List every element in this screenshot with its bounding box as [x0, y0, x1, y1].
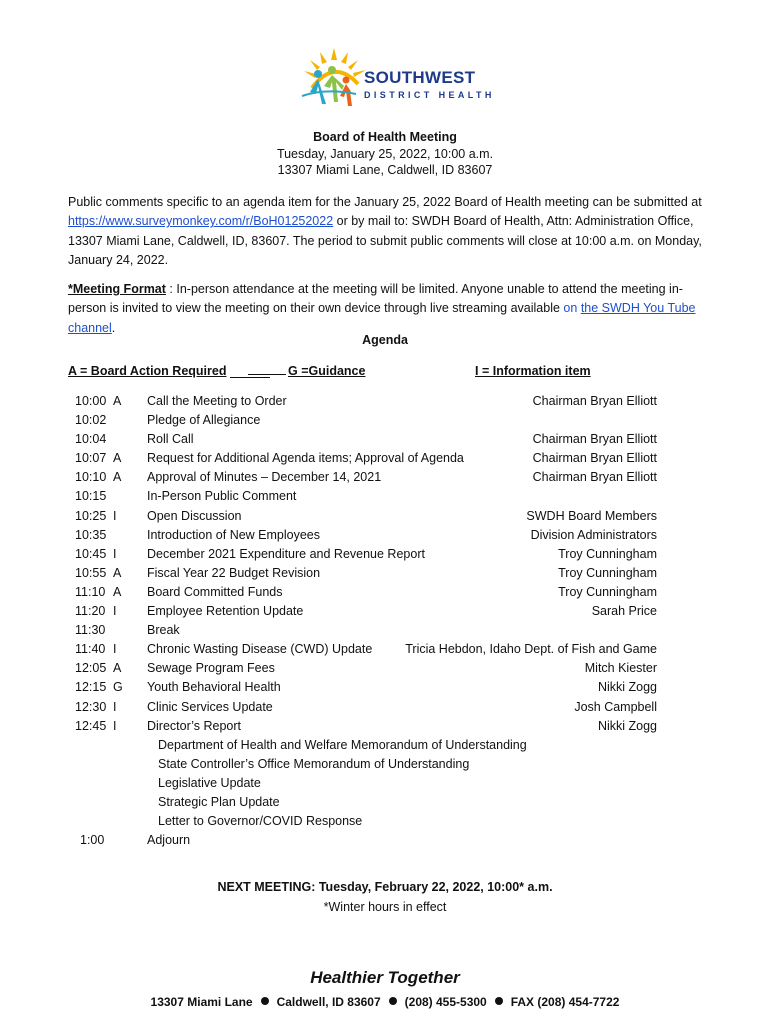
agenda-code: I — [113, 718, 117, 733]
legend-guidance-label: G =Guidance — [288, 364, 366, 378]
agenda-time: 11:40 — [75, 642, 106, 657]
agenda-item: Director’s Report — [147, 718, 242, 733]
agenda-time: 12:15 — [75, 680, 107, 695]
agenda-item: Pledge of Allegiance — [147, 413, 261, 428]
agenda-item: Youth Behavioral Health — [147, 680, 281, 695]
director-subitem-label: Letter to Governor/COVID Response — [158, 814, 363, 829]
next-meeting: NEXT MEETING: Tuesday, February 22, 2022, 10:00* a.m. — [217, 880, 553, 894]
meeting-format-end: . — [111, 320, 116, 335]
legend-action-label: A = Board Action Required — [68, 364, 227, 378]
agenda-code: A — [113, 451, 122, 466]
agenda-time: 12:30 — [75, 699, 107, 714]
director-subitem-label: Department of Health and Welfare Memorandum of Understanding — [158, 737, 527, 752]
agenda-code: I — [113, 642, 117, 657]
director-subitem-label: Legislative Update — [158, 775, 261, 790]
agenda-item: Approval of Minutes – December 14, 2021 — [147, 470, 382, 485]
agenda-presenter: Chairman Bryan Elliott — [532, 394, 657, 408]
agenda-presenter: Chairman Bryan Elliott — [532, 432, 657, 447]
agenda-item: Fiscal Year 22 Budget Revision — [147, 565, 321, 580]
agenda-code: A — [113, 565, 122, 580]
agenda-code: I — [113, 604, 117, 619]
director-subitem — [0, 814, 770, 833]
agenda-presenter: Nikki Zogg — [597, 718, 657, 733]
youtube-channel-link[interactable]: the SWDH You Tube channel — [68, 301, 696, 335]
agenda-row — [0, 642, 770, 661]
adjourn-row — [0, 833, 770, 852]
agenda-row — [0, 547, 770, 566]
agenda-code: A — [113, 470, 122, 485]
agenda-row — [0, 604, 770, 623]
legend-divider — [248, 374, 286, 375]
legend-information — [475, 364, 591, 378]
logo-subtitle: DISTRICT HEALTH — [364, 90, 495, 100]
agenda-presenter: Josh Campbell — [574, 699, 657, 714]
agenda-time: 10:25 — [75, 508, 107, 523]
director-subitem — [0, 795, 770, 814]
agenda-row — [0, 528, 770, 547]
agenda-presenter: Mitch Kiester — [584, 661, 657, 676]
agenda-heading: Agenda — [362, 333, 408, 347]
agenda-row — [0, 509, 770, 528]
agenda-item: Call the Meeting to Order — [147, 394, 287, 408]
bullet-icon — [495, 997, 503, 1005]
agenda-item: Chronic Wasting Disease (CWD) Update — [147, 642, 373, 657]
agenda-presenter: Nikki Zogg — [597, 680, 657, 695]
agenda-time: 10:45 — [75, 546, 107, 561]
swdh-logo — [296, 44, 495, 112]
meeting-format-on: on — [563, 301, 581, 316]
adjourn-time: 1:00 — [80, 833, 105, 848]
agenda-code: G — [113, 680, 123, 695]
agenda-row — [0, 566, 770, 585]
agenda-code: I — [113, 508, 117, 523]
meeting-date: Tuesday, January 25, 2022, 10:00 a.m. — [276, 147, 494, 161]
agenda-item: Introduction of New Employees — [147, 527, 321, 542]
agenda-item: Employee Retention Update — [147, 604, 304, 619]
agenda-presenter: Troy Cunningham — [558, 546, 657, 561]
meeting-format-label: *Meeting Format — [68, 282, 166, 296]
agenda-code: A — [113, 584, 122, 599]
agenda-presenter: Chairman Bryan Elliott — [532, 451, 657, 466]
survey-link[interactable]: https://www.surveymonkey.com/r/BoH01252022 — [68, 214, 334, 229]
tagline: Healthier Together — [310, 968, 460, 987]
agenda-item: Board Committed Funds — [147, 584, 283, 599]
agenda-item: In-Person Public Comment — [147, 489, 297, 504]
agenda-item: Request for Additional Agenda items; Approval of Agenda — [147, 451, 464, 466]
agenda-list — [0, 394, 770, 852]
agenda-item: Break — [147, 623, 180, 638]
bullet-icon — [261, 997, 269, 1005]
agenda-presenter: Troy Cunningham — [558, 565, 657, 580]
agenda-time: 11:30 — [75, 623, 106, 638]
agenda-presenter: Tricia Hebdon, Idaho Dept. of Fish and Game — [405, 642, 657, 657]
meeting-title: Board of Health Meeting — [313, 130, 457, 144]
public-comments-text: Public comments specific to an agenda item for the January 25, 2022 Board of Health meeting can be submitted at — [68, 195, 702, 209]
agenda-item: Clinic Services Update — [147, 699, 273, 714]
agenda-time: 10:55 — [75, 565, 107, 580]
agenda-item: December 2021 Expenditure and Revenue Report — [147, 546, 425, 561]
footer-city: Caldwell, ID 83607 — [276, 995, 381, 1009]
footer-address: 13307 Miami Lane — [150, 995, 253, 1009]
agenda-code: I — [113, 546, 117, 561]
legend-information-label: I = Information item — [475, 364, 591, 378]
agenda-row — [0, 470, 770, 489]
agenda-time: 11:20 — [75, 604, 106, 619]
agenda-time: 10:15 — [75, 489, 107, 504]
legend-action — [68, 364, 270, 378]
agenda-presenter: SWDH Board Members — [526, 508, 657, 523]
agenda-presenter: Division Administrators — [530, 527, 657, 542]
agenda-time: 10:35 — [75, 527, 107, 542]
agenda-row — [0, 489, 770, 508]
director-subitem — [0, 776, 770, 795]
agenda-time: 10:02 — [75, 413, 107, 428]
agenda-presenter: Chairman Bryan Elliott — [532, 470, 657, 485]
director-subitem — [0, 738, 770, 757]
bullet-icon — [389, 997, 397, 1005]
public-comments-paragraph — [68, 193, 708, 270]
agenda-presenter: Troy Cunningham — [558, 584, 657, 599]
winter-hours-note: *Winter hours in effect — [323, 900, 447, 914]
agenda-row — [0, 394, 770, 413]
adjourn-item: Adjourn — [147, 833, 191, 848]
agenda-code: A — [113, 661, 122, 676]
footer-fax: FAX (208) 454-7722 — [510, 995, 620, 1009]
agenda-presenter: Sarah Price — [591, 604, 657, 619]
agenda-time: 12:45 — [75, 718, 107, 733]
agenda-code: A — [113, 394, 122, 408]
agenda-time: 10:00 — [75, 394, 107, 408]
meeting-format-paragraph — [68, 280, 708, 338]
agenda-item: Sewage Program Fees — [147, 661, 275, 676]
footer-contact — [0, 995, 770, 1009]
agenda-time: 10:07 — [75, 451, 107, 466]
agenda-row — [0, 413, 770, 432]
agenda-time: 11:10 — [75, 584, 106, 599]
agenda-row — [0, 680, 770, 699]
agenda-item: Roll Call — [147, 432, 194, 447]
public-comments-text-after: or by mail to: SWDH Board of Health, Attn: Administration Office, 13307 Miami Lane, Caldwell, ID, 83607. The period to submit public comments will close at 10:00 a.m. on Monday, January 24, 2022. — [68, 214, 702, 267]
agenda-row — [0, 623, 770, 642]
director-subitem — [0, 757, 770, 776]
agenda-row — [0, 585, 770, 604]
agenda-code: I — [113, 699, 117, 714]
meeting-format-text: : In-person attendance at the meeting will be limited. Anyone unable to attend the meeting in-person is invited to view the meeting on their own device through live streaming available — [68, 282, 683, 316]
director-subitem-label: State Controller’s Office Memorandum of Understanding — [158, 756, 470, 771]
agenda-time: 10:10 — [75, 470, 107, 485]
agenda-row — [0, 719, 770, 738]
agenda-time: 10:04 — [75, 432, 107, 447]
agenda-time: 12:05 — [75, 661, 107, 676]
legend-guidance — [248, 364, 365, 378]
agenda-row — [0, 661, 770, 680]
logo-title: SOUTHWEST — [364, 68, 476, 87]
agenda-row — [0, 700, 770, 719]
agenda-row — [0, 451, 770, 470]
footer-phone: (208) 455-5300 — [404, 995, 487, 1009]
meeting-address: 13307 Miami Lane, Caldwell, ID 83607 — [277, 163, 493, 177]
agenda-item: Open Discussion — [147, 508, 242, 523]
director-subitem-label: Strategic Plan Update — [158, 794, 280, 809]
agenda-row — [0, 432, 770, 451]
